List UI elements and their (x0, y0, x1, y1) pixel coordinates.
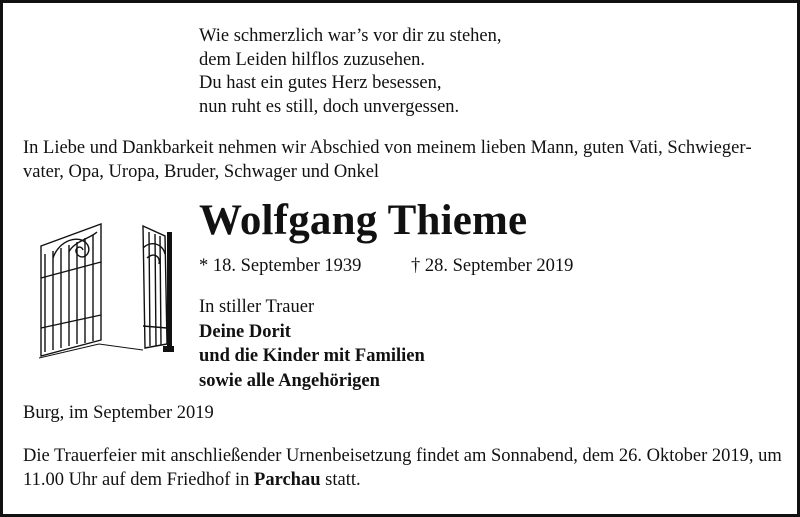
birth-date: * 18. September 1939 (199, 256, 362, 276)
memorial-poem (199, 25, 502, 119)
mourner-line: sowie alle Angehörigen (199, 370, 380, 391)
poem-line: dem Leiden hilflos zuzusehen. (199, 49, 426, 70)
ceremony-notice (23, 444, 793, 492)
open-gate-icon (39, 218, 174, 365)
cemetery-place: Parchau (254, 470, 321, 490)
ceremony-text: Die Trauerfeier mit anschließender Urnenbeisetzung findet am Sonnabend, dem 26. Oktober 2019, um 11.00 Uhr auf dem Friedhof in (23, 446, 782, 490)
deceased-name: Wolfgang Thieme (199, 197, 528, 244)
poem-line: Wie schmerzlich war’s vor dir zu stehen, (199, 26, 502, 46)
mourners-block (199, 295, 425, 393)
mourner-line: Deine Dorit (199, 321, 291, 342)
poem-line: nun ruht es still, doch unvergessen. (199, 96, 460, 117)
place-and-date: Burg, im September 2019 (23, 403, 214, 423)
death-date: † 28. September 2019 (411, 256, 574, 276)
farewell-text: In Liebe und Dankbarkeit nehmen wir Abschied von meinem lieben Mann, guten Vati, Schwiegervater, Opa, Uropa, Bruder, Schwager und Onkel (23, 138, 752, 182)
poem-line: Du hast ein gutes Herz besessen, (199, 73, 442, 93)
mourning-heading: In stiller Trauer (199, 297, 315, 317)
ceremony-text-end: statt. (320, 470, 361, 490)
mourner-line: und die Kinder mit Familien (199, 346, 425, 366)
